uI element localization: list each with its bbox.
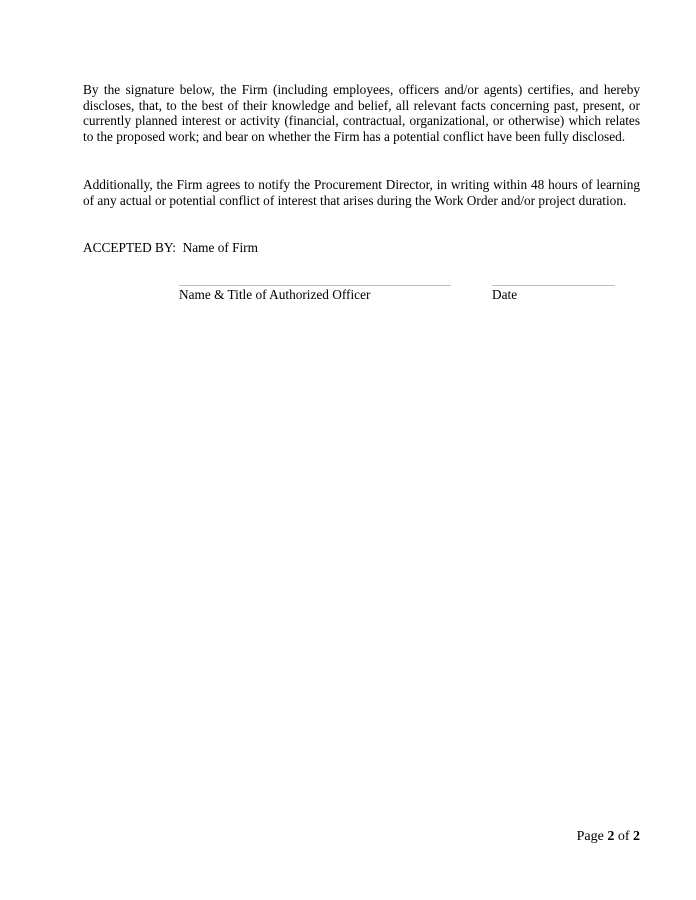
notification-paragraph: Additionally, the Firm agrees to notify the Procurement Director, in writing within 48 hours of learning of any actual or potential conflict of interest that arises during the Work Order and/or project duration. (83, 177, 640, 208)
current-page-number: 2 (607, 829, 615, 844)
certification-paragraph: By the signature below, the Firm (including employees, officers and/or agents) certifies, and hereby discloses, that, to the best of their knowledge and belief, all relevant facts concerning past, present, or currently planned interest or activity (financial, contractual, organizational, or otherwise) which relates to the proposed work; and bear on whether the Firm has a potential conflict have been fully disclosed. (83, 82, 640, 144)
officer-signature-line (179, 285, 451, 286)
date-signature-line (492, 285, 615, 286)
accepted-by-label: ACCEPTED BY: Name of Firm (83, 240, 258, 255)
of-word: of (614, 829, 633, 844)
page-word: Page (576, 829, 608, 844)
page-number-footer (577, 829, 640, 845)
date-signature-label: Date (492, 287, 518, 302)
total-pages-number: 2 (633, 829, 640, 844)
officer-signature-label: Name & Title of Authorized Officer (179, 287, 371, 302)
